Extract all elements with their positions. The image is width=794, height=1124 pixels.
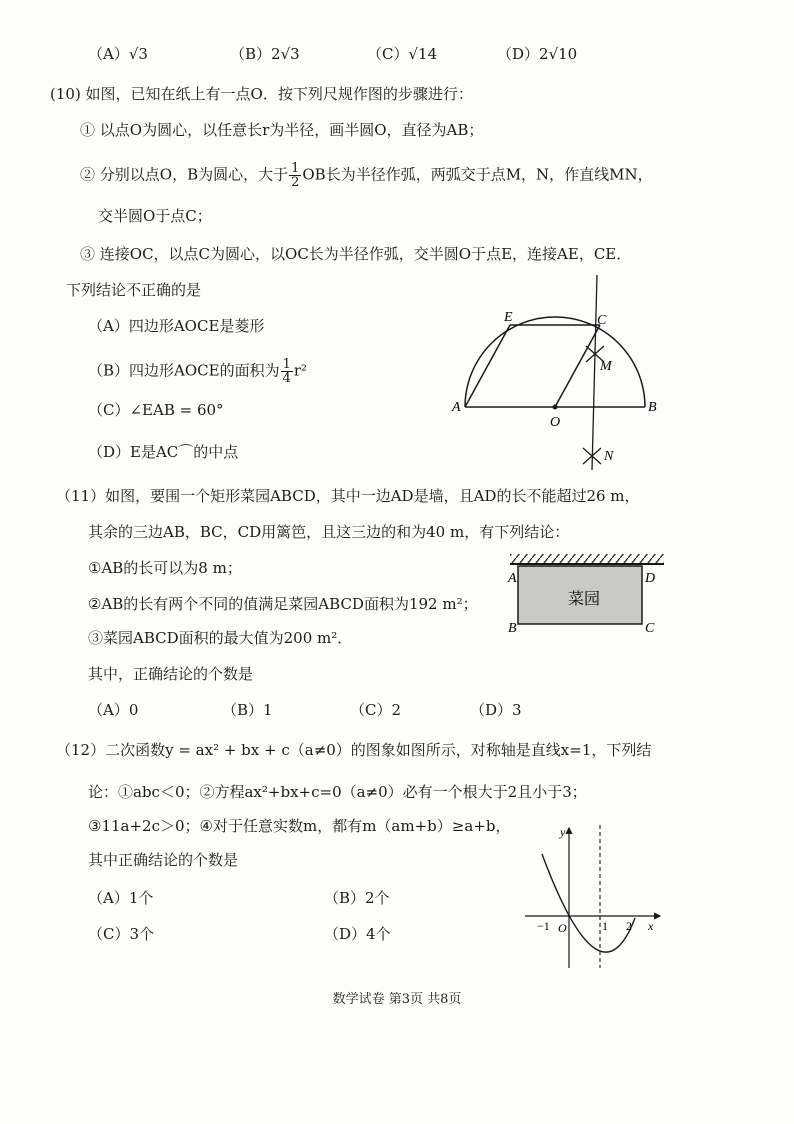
q11-option-a: （A）0 [88,701,139,719]
tick-neg1: −1 [537,919,550,933]
segment-ae [465,325,510,407]
q9-option-a: （A）√3 [88,45,148,63]
q11-garden-figure [500,548,670,638]
semicircle-arc [465,317,645,407]
q10-step2-part2: OB长为半径作弧，两弧交于点M，N，作直线MN， [302,165,653,184]
q10-option-c: （C）∠EAB = 60° [88,401,224,419]
q10-question: 下列结论不正确的是 [66,281,202,299]
wall-hatch [510,554,664,564]
q12-parabola-figure [520,820,670,970]
q11-option-c: （C）2 [350,701,402,719]
q9-option-b: （B）2√3 [230,45,300,63]
q11-stem2: 其余的三边AB，BC，CD用篱笆，且这三边的和为40 m，有下列结论： [88,523,570,541]
q11-question: 其中，正确结论的个数是 [88,665,254,683]
q11-stem: （11）如图，要围一个矩形菜园ABCD，其中一边AD是墙，且AD的长不能超过26 m， [56,487,640,505]
half-denominator: 2 [291,175,300,190]
label-b: B [648,400,657,415]
q10-step3: ③ 连接OC，以点C为圆心，以OC长为半径作弧，交半圆O于点E，连接AE，CE． [80,245,632,263]
point-o [553,405,558,410]
label-b: B [508,621,517,636]
q10-step2-part1: ② 分别以点O，B为圆心，大于 [80,165,289,184]
q10-step1: ① 以点O为圆心，以任意长r为半径，画半圆O，直径为AB； [80,121,484,139]
label-c: C [645,621,655,636]
q10-option-a: （A）四边形AOCE是菱形 [88,317,265,335]
q11-conclusion-1: ①AB的长可以为8 m； [88,559,242,577]
q12-stem: （12）二次函数y = ax² + bx + c（a≠0）的图象如图所示，对称轴是直线x=1，下列结 [56,741,652,759]
label-m: M [600,359,612,374]
axis-label-x: x [648,919,654,933]
q12-question: 其中正确结论的个数是 [88,851,239,869]
q10-step2 [80,162,653,189]
quarter-fraction [281,358,293,385]
label-d: D [645,571,656,586]
q12-stem3: ③11a+2c＞0；④对于任意实数m，都有m（am+b）≥a+b， [88,817,511,835]
quarter-numerator: 1 [282,357,291,372]
q10-step2-cont: 交半圆O于点C； [98,207,212,225]
label-o: O [550,415,561,430]
label-e: E [504,310,513,325]
label-a: A [508,571,517,586]
q9-option-d: （D）2√10 [497,45,578,63]
q10-semicircle-figure [440,270,670,480]
q12-option-a: （A）1个 [88,889,154,907]
label-a: A [452,400,461,415]
q9-option-c: （C）√14 [367,45,438,63]
page-footer: 数学试卷 第3页 共8页 [332,992,462,1007]
line-mn [592,275,597,470]
q12-option-d: （D）4个 [324,925,391,943]
quarter-denominator: 4 [282,371,291,386]
q11-option-b: （B）1 [222,701,273,719]
q10-option-d: （D）E是AC⌒的中点 [88,443,239,461]
origin-label: O [558,921,567,935]
q12-option-b: （B）2个 [324,889,390,907]
parabola-curve [542,854,635,952]
half-fraction [289,162,301,189]
q10-option-b-r2: r² [293,361,308,380]
label-n: N [604,449,614,464]
tick-1: 1 [602,919,608,933]
q11-conclusion-2: ②AB的长有两个不同的值满足菜园ABCD面积为192 m²； [88,595,478,613]
q12-stem2: 论：①abc＜0；②方程ax²+bx+c=0（a≠0）必有一个根大于2且小于3； [88,783,587,801]
q12-option-c: （C）3个 [88,925,155,943]
q10-option-b-text: （B）四边形AOCE的面积为 [88,361,280,380]
segment-oc [555,325,600,407]
label-c: C [597,313,607,328]
q10-option-b [88,358,307,385]
axis-label-y: y [560,825,566,839]
q11-option-d: （D）3 [470,701,522,719]
tick-2: 2 [626,919,632,933]
half-numerator: 1 [291,161,300,176]
garden-label: 菜园 [568,591,601,608]
q11-conclusion-3: ③菜园ABCD面积的最大值为200 m²． [88,629,353,647]
q10-stem: (10) 如图，已知在纸上有一点O．按下列尺规作图的步骤进行： [50,85,473,103]
